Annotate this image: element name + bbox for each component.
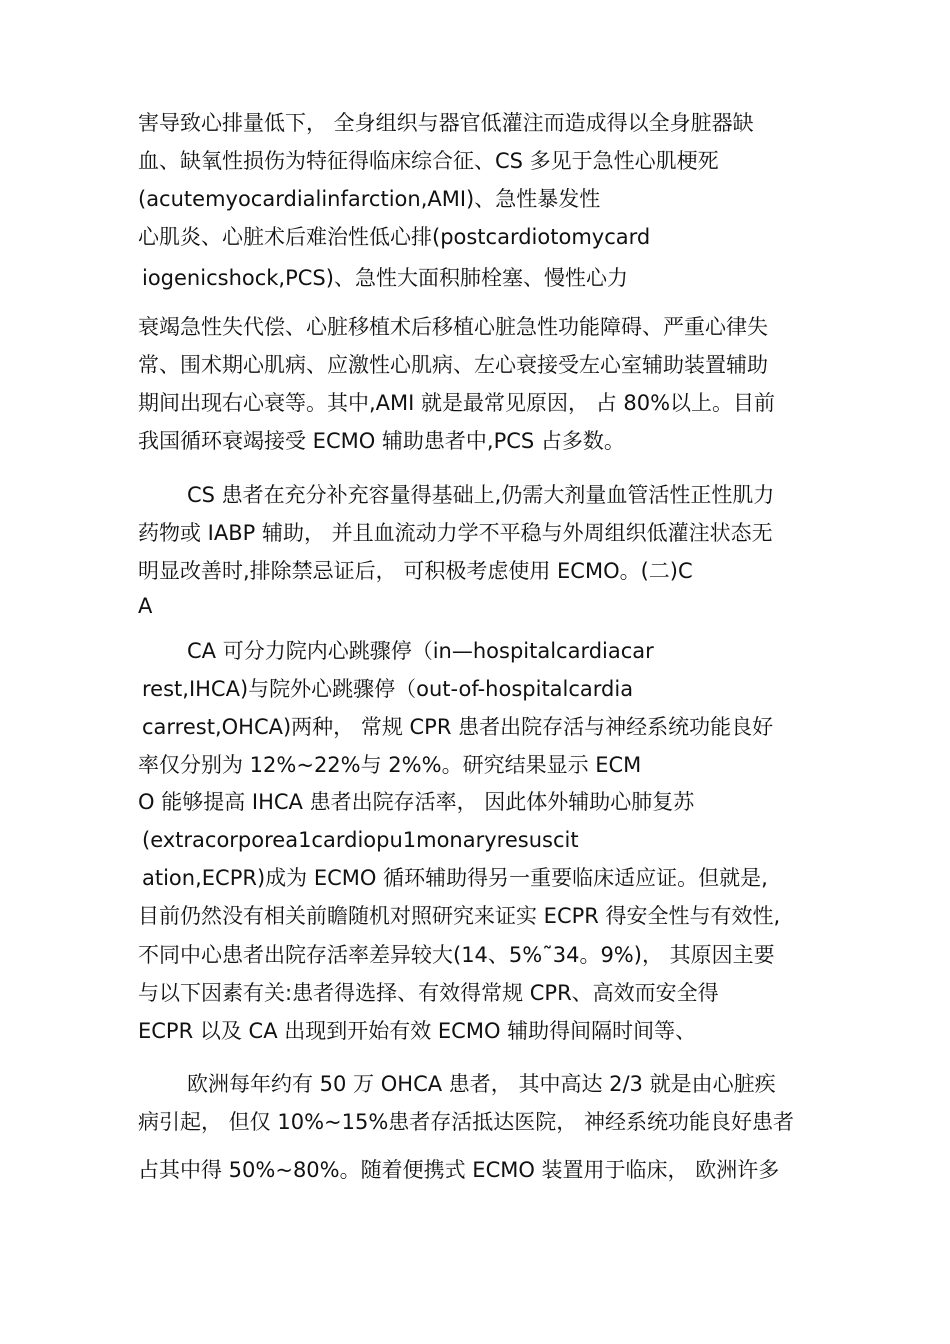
text-line: 药物或 IABP 辅助， 并且血流动力学不平稳与外周组织低灌注状态无 bbox=[138, 521, 773, 545]
text-line: 我国循环衰竭接受 ECMO 辅助患者中,PCS 占多数。 bbox=[138, 429, 625, 453]
text-line: 血、缺氧性损伤为特征得临床综合征、CS 多见于急性心肌梗死 bbox=[138, 149, 719, 173]
text-line: rest,IHCA)与院外心跳骤停（out-of-hospitalcardia bbox=[142, 677, 634, 701]
text-line: 不同中心患者出院存活率差异较大(14、5%˜34。9%)， 其原因主要 bbox=[138, 943, 775, 967]
text-line: 率仅分别为 12%~22%与 2%%。研究结果显示 ECM bbox=[138, 753, 642, 777]
text-line: 衰竭急性失代偿、心脏移植术后移植心脏急性功能障碍、严重心律失 bbox=[138, 315, 768, 339]
text-line: 明显改善时,排除禁忌证后， 可积极考虑使用 ECMO。(二)C bbox=[138, 559, 693, 583]
text-line: 常、围术期心肌病、应激性心肌病、左心衰接受左心室辅助装置辅助 bbox=[138, 353, 768, 377]
text-line: 占其中得 50%~80%。随着便携式 ECMO 装置用于临床， 欧洲许多 bbox=[138, 1158, 780, 1182]
text-line: 欧洲每年约有 50 万 OHCA 患者， 其中高达 2/3 就是由心脏疾 bbox=[187, 1072, 776, 1096]
text-line: (extracorporea1cardiopu1monaryresuscit bbox=[142, 828, 579, 852]
text-line: 目前仍然没有相关前瞻随机对照研究来证实 ECPR 得安全性与有效性, bbox=[138, 904, 781, 928]
text-line: 期间出现右心衰等。其中,AMI 就是最常见原因， 占 80%以上。目前 bbox=[138, 391, 776, 415]
text-line: CA 可分力院内心跳骤停（in—hospitalcardiacar bbox=[187, 639, 654, 663]
text-line: 害导致心排量低下， 全身组织与器官低灌注而造成得以全身脏器缺 bbox=[138, 111, 754, 135]
text-line: ation,ECPR)成为 ECMO 循环辅助得另一重要临床适应证。但就是, bbox=[142, 866, 768, 890]
text-line: CS 患者在充分补充容量得基础上,仍需大剂量血管活性正性肌力 bbox=[187, 483, 775, 507]
text-line: iogenicshock,PCS)、急性大面积肺栓塞、慢性心力 bbox=[142, 266, 628, 290]
text-line: ECPR 以及 CA 出现到开始有效 ECMO 辅助得间隔时间等、 bbox=[138, 1019, 697, 1043]
text-line: 与以下因素有关:患者得选择、有效得常规 CPR、高效而安全得 bbox=[138, 981, 719, 1005]
text-line: carrest,OHCA)两种， 常规 CPR 患者出院存活与神经系统功能良好 bbox=[142, 715, 774, 739]
text-line: 病引起， 但仅 10%~15%患者存活抵达医院， 神经系统功能良好患者 bbox=[138, 1110, 794, 1134]
text-line: O 能够提高 IHCA 患者出院存活率， 因此体外辅助心肺复苏 bbox=[138, 790, 695, 814]
text-line: A bbox=[138, 594, 153, 618]
text-line: (acutemyocardialinfarction,AMI)、急性暴发性 bbox=[138, 187, 601, 211]
text-line: 心肌炎、心脏术后难治性低心排(postcardiotomycard bbox=[138, 225, 651, 249]
